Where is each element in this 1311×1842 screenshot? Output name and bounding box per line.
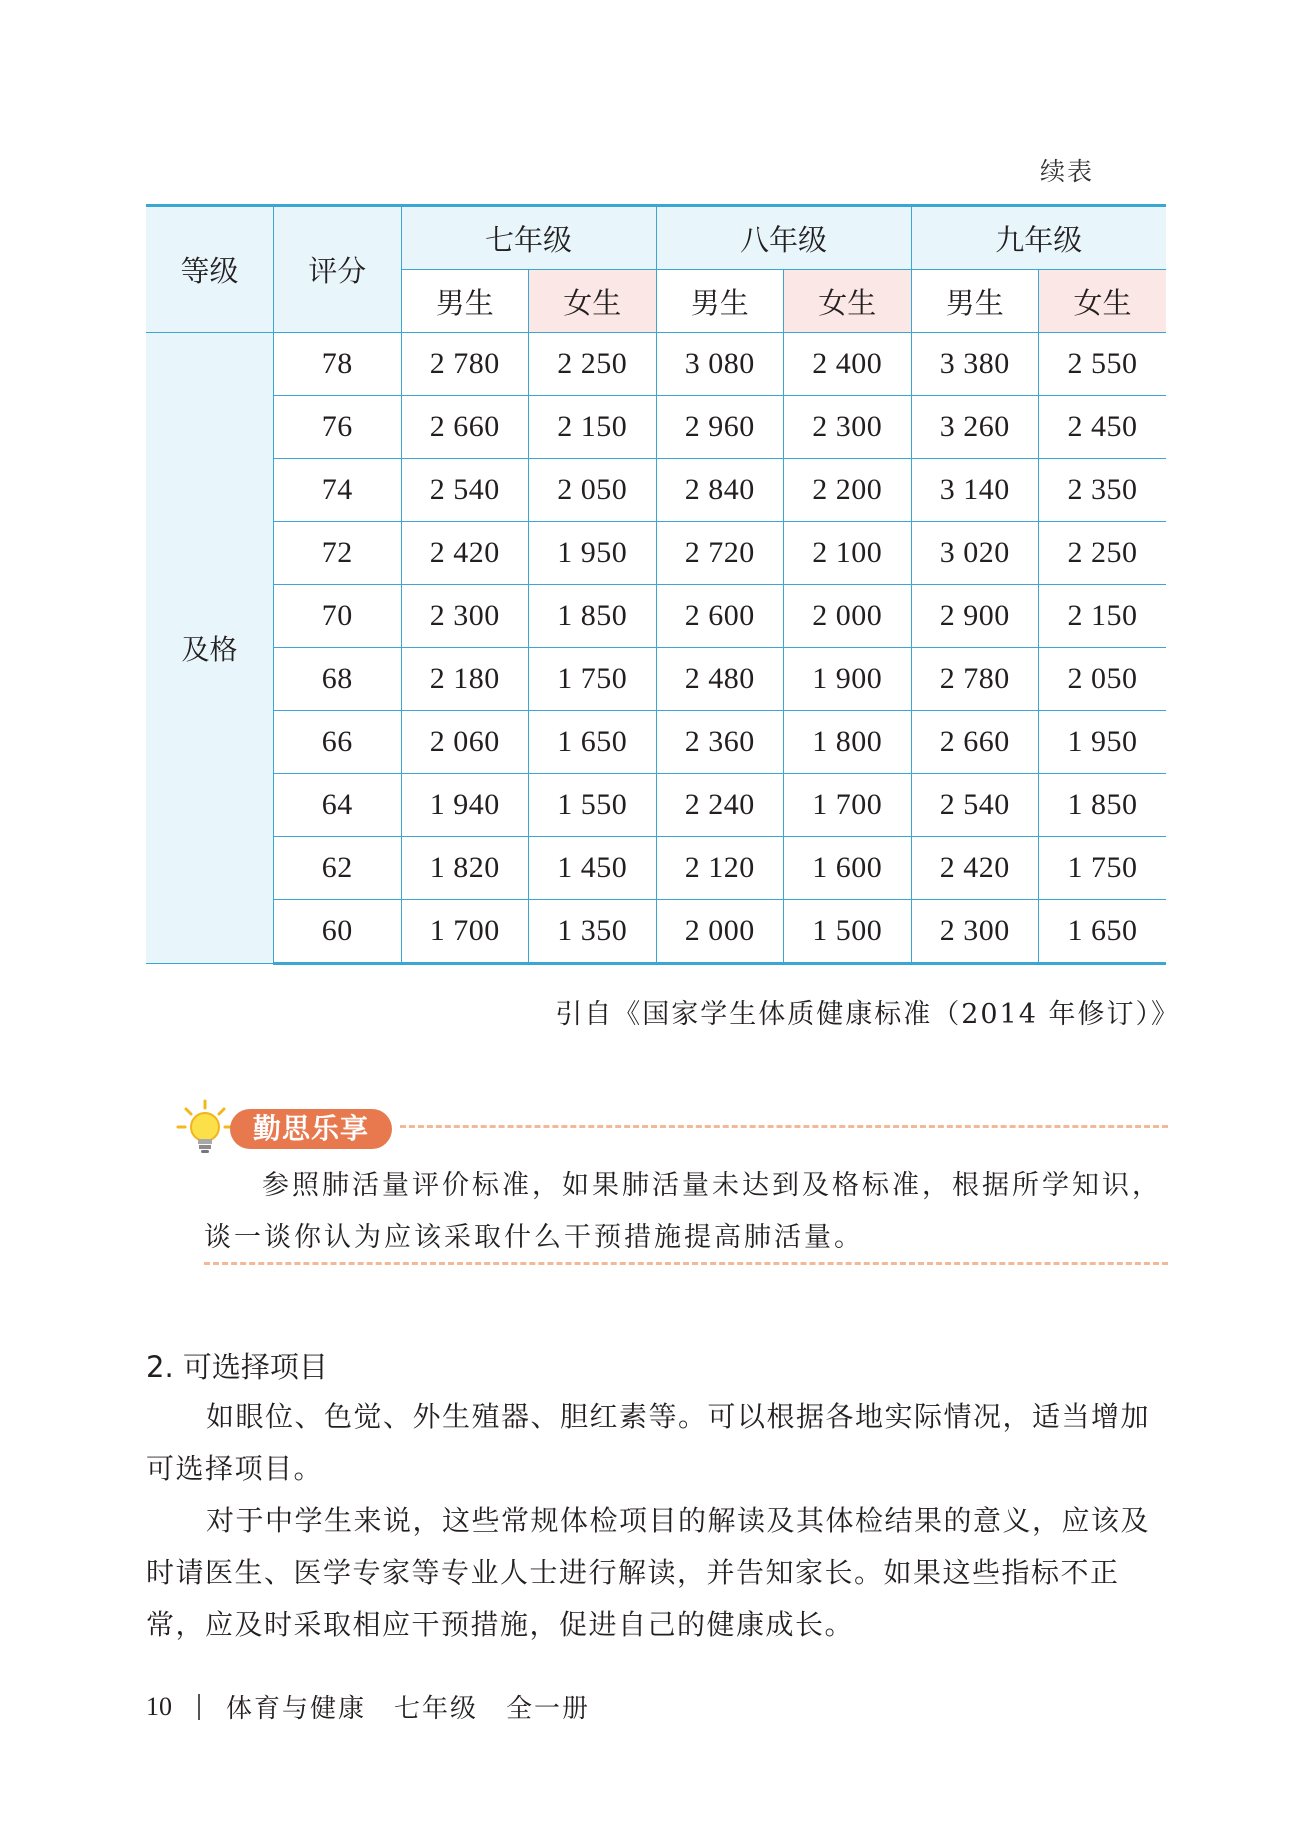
score-cell: 64 [274,774,402,837]
score-cell: 70 [274,585,402,648]
vital-capacity-score-table [146,204,1166,965]
value-cell: 2 660 [911,711,1039,774]
value-cell: 2 050 [1039,648,1167,711]
table-row [146,585,1166,648]
value-cell: 2 720 [656,522,784,585]
score-cell: 78 [274,333,402,396]
header-female: 女生 [784,270,912,333]
value-cell: 1 850 [529,585,657,648]
think-badge-label: 勤思乐享 [230,1109,392,1149]
value-cell: 2 300 [784,396,912,459]
value-cell: 1 850 [1039,774,1167,837]
value-cell: 2 150 [1039,585,1167,648]
value-cell: 1 600 [784,837,912,900]
value-cell: 2 540 [911,774,1039,837]
value-cell: 2 450 [1039,396,1167,459]
think-share-box [168,1098,1168,1268]
value-cell: 2 000 [784,585,912,648]
value-cell: 3 380 [911,333,1039,396]
score-cell: 60 [274,900,402,964]
table-row [146,837,1166,900]
value-cell: 1 350 [529,900,657,964]
value-cell: 2 480 [656,648,784,711]
value-cell: 2 240 [656,774,784,837]
book-title: 体育与健康 七年级 全一册 [226,1694,591,1724]
value-cell: 2 350 [1039,459,1167,522]
table-source-citation: 引自《国家学生体质健康标准（2014 年修订）》 [555,999,1180,1030]
page-number: 10 [146,1691,172,1721]
value-cell: 2 600 [656,585,784,648]
value-cell: 2 200 [784,459,912,522]
value-cell: 3 080 [656,333,784,396]
header-male: 男生 [911,270,1039,333]
value-cell: 2 780 [401,333,529,396]
header-grade-7: 七年级 [401,206,656,270]
think-question-text: 参照肺活量评价标准，如果肺活量未达到及格标准，根据所学知识，谈一谈你认为应该采取什么干预措施提高肺活量。 [204,1170,1162,1253]
value-cell: 2 840 [656,459,784,522]
dashed-divider-top [400,1125,1168,1128]
value-cell: 1 500 [784,900,912,964]
header-female: 女生 [1039,270,1167,333]
header-male: 男生 [401,270,529,333]
table-row [146,333,1166,396]
value-cell: 1 950 [529,522,657,585]
value-cell: 2 960 [656,396,784,459]
value-cell: 1 820 [401,837,529,900]
header-grade-8: 八年级 [656,206,911,270]
table-row [146,459,1166,522]
value-cell: 1 450 [529,837,657,900]
value-cell: 2 900 [911,585,1039,648]
value-cell: 2 420 [401,522,529,585]
value-cell: 1 900 [784,648,912,711]
value-cell: 1 940 [401,774,529,837]
value-cell: 2 000 [656,900,784,964]
table-row [146,648,1166,711]
header-male: 男生 [656,270,784,333]
think-badge [168,1098,398,1154]
dashed-divider-bottom [204,1262,1168,1265]
value-cell: 2 180 [401,648,529,711]
header-grade-9: 九年级 [911,206,1166,270]
table-row [146,900,1166,964]
section-title: 2. 可选择项目 [146,1350,328,1384]
value-cell: 2 400 [784,333,912,396]
value-cell: 2 120 [656,837,784,900]
header-score: 评分 [274,206,402,333]
value-cell: 2 550 [1039,333,1167,396]
table-row [146,396,1166,459]
value-cell: 1 700 [784,774,912,837]
paragraph-optional-items: 如眼位、色觉、外生殖器、胆红素等。可以根据各地实际情况，适当增加可选择项目。 [146,1400,1151,1485]
value-cell: 2 050 [529,459,657,522]
paragraph-interpretation: 对于中学生来说，这些常规体检项目的解读及其体检结果的意义，应该及时请医生、医学专家等专业人士进行解读，并告知家长。如果这些指标不正常，应及时采取相应干预措施，促进自己的健康成长。 [146,1504,1151,1641]
continued-label: 续表 [1040,157,1095,186]
value-cell: 2 100 [784,522,912,585]
value-cell: 2 250 [1039,522,1167,585]
value-cell: 3 020 [911,522,1039,585]
value-cell: 2 250 [529,333,657,396]
value-cell: 2 420 [911,837,1039,900]
score-cell: 66 [274,711,402,774]
footer-divider [198,1694,200,1720]
value-cell: 3 260 [911,396,1039,459]
value-cell: 1 800 [784,711,912,774]
score-cell: 76 [274,396,402,459]
value-cell: 2 060 [401,711,529,774]
lightbulb-icon [174,1098,236,1160]
score-cell: 68 [274,648,402,711]
score-cell: 74 [274,459,402,522]
value-cell: 2 300 [911,900,1039,964]
header-grade: 等级 [146,206,274,333]
header-female: 女生 [529,270,657,333]
value-cell: 2 540 [401,459,529,522]
value-cell: 2 300 [401,585,529,648]
table-row [146,711,1166,774]
value-cell: 2 150 [529,396,657,459]
value-cell: 1 650 [529,711,657,774]
value-cell: 1 750 [529,648,657,711]
value-cell: 1 650 [1039,900,1167,964]
score-cell: 72 [274,522,402,585]
page-footer [146,1688,590,1725]
value-cell: 2 780 [911,648,1039,711]
grade-pass-cell: 及格 [146,333,274,964]
score-cell: 62 [274,837,402,900]
value-cell: 2 660 [401,396,529,459]
table-row [146,774,1166,837]
value-cell: 3 140 [911,459,1039,522]
value-cell: 1 700 [401,900,529,964]
value-cell: 1 950 [1039,711,1167,774]
value-cell: 2 360 [656,711,784,774]
table-row [146,522,1166,585]
value-cell: 1 550 [529,774,657,837]
table-body [146,333,1166,964]
table-header-row [146,206,1166,270]
value-cell: 1 750 [1039,837,1167,900]
